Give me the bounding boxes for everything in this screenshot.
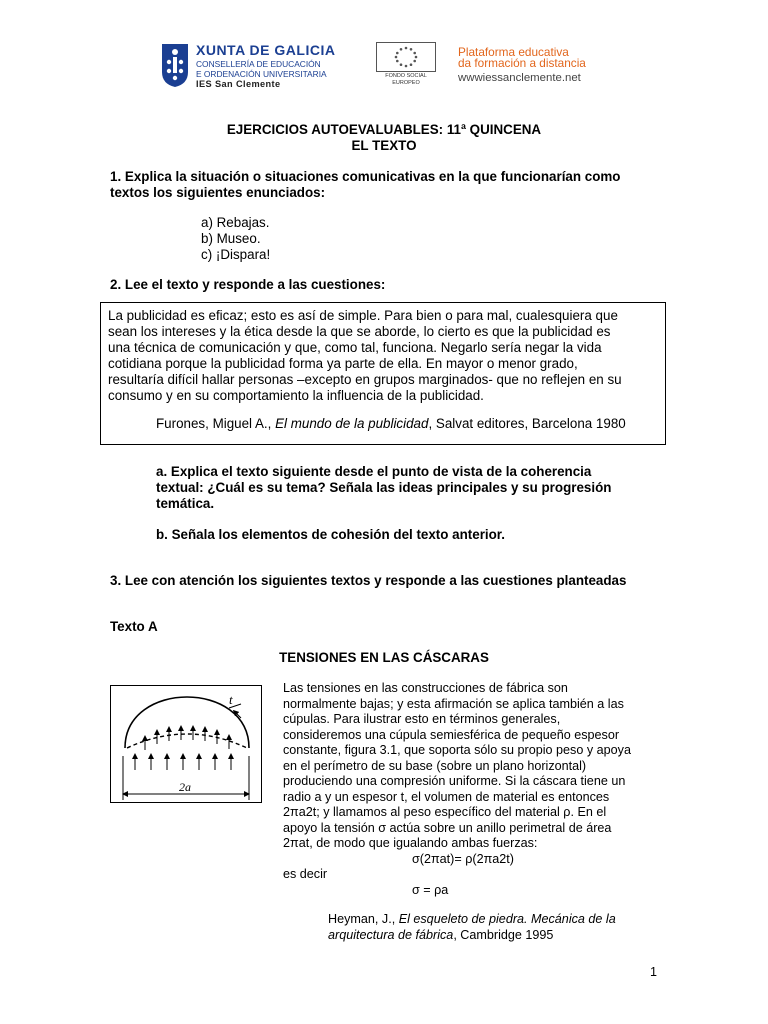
texto-a-citation-line2 xyxy=(328,928,553,944)
document-subtitle: EL TEXTO xyxy=(351,138,417,153)
website-link[interactable]: wwwiessanclemente.net xyxy=(458,72,581,84)
texto-a-citation-publisher: , Cambridge 1995 xyxy=(453,928,554,942)
q2-heading: 2. Lee el texto y responde a las cuestiones: xyxy=(110,277,386,292)
texto-a-label: Texto A xyxy=(110,619,158,634)
box-line-2: sean los intereses y la ética desde la que se aborde, lo cierto es que la publicidad es xyxy=(108,324,611,339)
citation-author: Furones, Miguel A., xyxy=(156,416,276,431)
q1-heading-line2: textos los siguientes enunciados: xyxy=(110,185,326,200)
xunta-subtitle-2: E ORDENACIÓN UNIVERSITARIA xyxy=(196,69,327,79)
page-number: 1 xyxy=(650,965,658,979)
body-line-7: produciendo una compresión uniforme. Si la cáscara tiene un xyxy=(283,774,626,788)
texto-a-citation-work-1: El esqueleto de piedra. Mecánica de la xyxy=(398,912,616,926)
box-line-4: cotidiana porque la publicidad forma ya parte de ella. En mayor o menor grado, xyxy=(108,356,578,371)
equation-1: σ(2πat)= ρ(2πa2t) xyxy=(412,852,514,866)
dome-figure xyxy=(110,685,262,803)
xunta-subtitle-1: CONSELLERÍA DE EDUCACIÓN xyxy=(196,59,321,69)
body-line-9: 2πa2t; y llamamos al peso específico del material ρ. En el xyxy=(283,805,607,819)
platform-title-2: da formación a distancia xyxy=(458,56,586,70)
box-citation xyxy=(156,416,626,432)
eu-caption-2: EUROPEO xyxy=(392,80,420,86)
q1-item-c: c) ¡Dispara! xyxy=(201,247,271,262)
box-line-6: consumo y en su comportamiento la influencia de la publicidad. xyxy=(108,388,484,403)
xunta-title: XUNTA DE GALICIA xyxy=(196,42,336,58)
body-line-2: normalmente bajas; y esta afirmación se aplica también a las xyxy=(283,697,624,711)
es-decir: es decir xyxy=(283,867,328,881)
body-line-6: en el perímetro de su base (sobre un plano horizontal) xyxy=(283,759,587,773)
q2a-line1: a. Explica el texto siguiente desde el punto de vista de la coherencia xyxy=(156,464,592,479)
document-title: EJERCICIOS AUTOEVALUABLES: 11ª QUINCENA xyxy=(226,122,542,137)
eu-caption-1: FONDO SOCIAL xyxy=(385,73,427,79)
eu-flag-icon xyxy=(376,42,436,72)
equation-2: σ = ρa xyxy=(412,883,449,897)
width-label: 2a xyxy=(179,780,191,794)
body-line-8: radio a y un espesor t, el volumen de material es entonces xyxy=(283,790,610,804)
body-line-3: cúpulas. Para ilustrar esto en términos generales, xyxy=(283,712,561,726)
school-name: IES San Clemente xyxy=(196,79,281,89)
body-line-11: 2πat, de modo que igualando ambas fuerzas: xyxy=(283,836,538,850)
q3-heading: 3. Lee con atención los siguientes textos y responde a las cuestiones planteadas xyxy=(110,573,627,588)
xunta-logo xyxy=(160,42,190,88)
body-line-4: consideremos una cúpula semiesférica de pequeño espesor xyxy=(283,728,620,742)
body-line-1: Las tensiones en las construcciones de fábrica son xyxy=(283,681,568,695)
q2b: b. Señala los elementos de cohesión del texto anterior. xyxy=(156,527,505,542)
texto-a-citation-work-2: arquitectura de fábrica xyxy=(328,928,454,942)
body-line-10: apoyo la tensión σ actúa sobre un anillo perimetral de área xyxy=(283,821,612,835)
texto-a-citation-author: Heyman, J., xyxy=(328,912,399,926)
box-line-3: una técnica de comunicación y que, como tal, funciona. Negarlo sería negar la vida xyxy=(108,340,602,355)
box-line-1: La publicidad es eficaz; esto es así de simple. Para bien o para mal, cualesquiera que xyxy=(108,308,618,323)
q2a-line3: temática. xyxy=(156,496,215,511)
q1-heading-line1: 1. Explica la situación o situaciones comunicativas en la que funcionarían como xyxy=(110,169,621,184)
body-line-5: constante, figura 3.1, que soporta sólo su propio peso y apoya xyxy=(283,743,631,757)
citation-work: El mundo de la publicidad xyxy=(275,416,429,431)
texto-a-title: TENSIONES EN LAS CÁSCARAS xyxy=(279,650,489,665)
q1-item-a: a) Rebajas. xyxy=(201,215,270,230)
citation-publisher: , Salvat editores, Barcelona 1980 xyxy=(428,416,626,431)
q2a-line2: textual: ¿Cuál es su tema? Señala las ideas principales y su progresión xyxy=(156,480,612,495)
platform-title-1: Plataforma educativa xyxy=(458,45,569,59)
thickness-label: t xyxy=(229,692,233,707)
texto-a-citation-line1 xyxy=(328,912,616,928)
q1-item-b: b) Museo. xyxy=(201,231,261,246)
box-line-5: resultaría difícil hallar personas –excepto en grupos marginados- que no reflejen en su xyxy=(108,372,622,387)
